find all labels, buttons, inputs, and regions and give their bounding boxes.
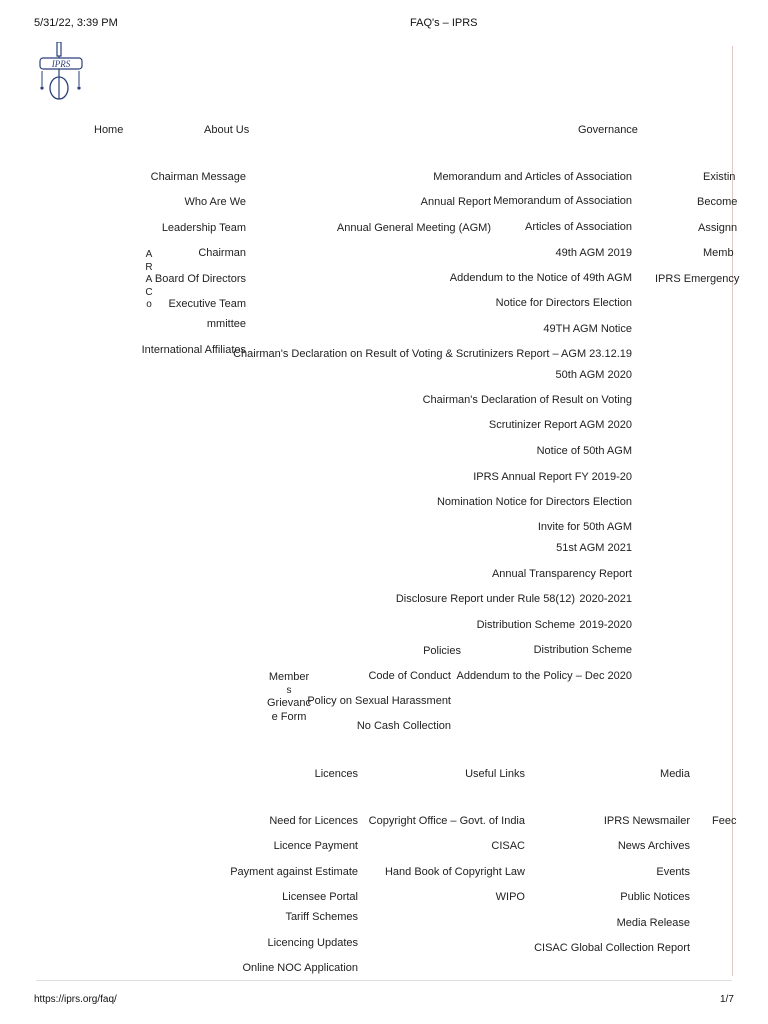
policy-code-of-conduct[interactable]: Code of Conduct: [368, 670, 451, 682]
gov-annual-report-fy2019-20[interactable]: IPRS Annual Report FY 2019-20: [473, 471, 632, 483]
print-datetime: 5/31/22, 3:39 PM: [34, 17, 118, 29]
about-item-chairman-message[interactable]: Chairman Message: [150, 171, 246, 183]
page-right-border: [732, 46, 733, 976]
gov-memorandum[interactable]: Memorandum of Association: [493, 195, 632, 207]
policy-no-cash-collection[interactable]: No Cash Collection: [356, 720, 451, 732]
nav-about-us[interactable]: About Us: [204, 124, 250, 136]
nav-media[interactable]: Media: [660, 768, 690, 780]
media-cisac-report[interactable]: CISAC Global Collection Report: [534, 942, 690, 954]
gov-distribution-scheme[interactable]: Distribution Scheme: [533, 644, 632, 656]
right-become[interactable]: Become: [697, 196, 738, 208]
gov-nomination-notice[interactable]: Nomination Notice for Directors Election: [436, 496, 632, 508]
link-wipo[interactable]: WIPO: [495, 891, 525, 903]
iprs-logo[interactable]: [36, 42, 86, 102]
media-newsmailer[interactable]: IPRS Newsmailer: [603, 815, 690, 827]
gov-moa-aoa[interactable]: Memorandum and Articles of Association: [433, 171, 632, 183]
policy-sexual-harassment[interactable]: Policy on Sexual Harassment: [307, 695, 451, 707]
licences-need[interactable]: Need for Licences: [269, 815, 358, 827]
gov-addendum-49th[interactable]: Addendum to the Notice of 49th AGM: [449, 272, 632, 284]
media-public-notices[interactable]: Public Notices: [620, 891, 690, 903]
licences-online-noc[interactable]: Online NOC Application: [242, 962, 358, 974]
media-events[interactable]: Events: [656, 866, 690, 878]
gov-agm[interactable]: Annual General Meeting (AGM): [336, 222, 491, 234]
licences-updates[interactable]: Licencing Updates: [267, 937, 358, 949]
media-news-archives[interactable]: News Archives: [617, 840, 690, 852]
print-url: https://iprs.org/faq/: [34, 994, 117, 1005]
gov-chairman-declaration-2019[interactable]: Chairman's Declaration on Result of Voting & Scrutinizers Report – AGM 23.12.19: [233, 348, 632, 360]
nav-useful-links[interactable]: Useful Links: [465, 768, 525, 780]
gov-49th-agm-2019[interactable]: 49th AGM 2019: [555, 247, 632, 259]
link-copyright-office[interactable]: Copyright Office – Govt. of India: [368, 815, 525, 827]
gov-annual-report[interactable]: Annual Report: [420, 196, 491, 208]
gov-scrutinizer-report-2020[interactable]: Scrutinizer Report AGM 2020: [488, 419, 632, 431]
right-existing[interactable]: Existin: [703, 171, 736, 183]
right-assignment[interactable]: Assignn: [698, 222, 738, 234]
licences-licensee-portal[interactable]: Licensee Portal: [282, 891, 358, 903]
licences-payment-estimate[interactable]: Payment against Estimate: [230, 866, 358, 878]
gov-disclosure-2020-2021[interactable]: 2020-2021: [579, 593, 632, 605]
about-item-committee[interactable]: mmittee: [206, 318, 246, 330]
right-member[interactable]: Memb: [703, 247, 734, 259]
logo-text: IPRS: [51, 59, 71, 69]
gov-disclosure-report[interactable]: Disclosure Report under Rule 58(12): [395, 593, 575, 605]
print-page-title: FAQ's – IPRS: [410, 17, 478, 29]
about-item-who-are-we[interactable]: Who Are We: [184, 196, 246, 208]
gov-notice-directors-election[interactable]: Notice for Directors Election: [495, 297, 632, 309]
feedback-partial[interactable]: Feec: [712, 815, 737, 827]
gov-chairman-declaration-2020[interactable]: Chairman's Declaration of Result on Voting: [422, 394, 632, 406]
page-bottom-border: [36, 980, 732, 981]
licences-tariff-schemes[interactable]: Tariff Schemes: [285, 911, 358, 923]
vertical-letters: A R A C o: [145, 249, 153, 310]
gov-invite-50th-agm[interactable]: Invite for 50th AGM: [537, 521, 632, 533]
gov-49th-agm-notice[interactable]: 49TH AGM Notice: [543, 323, 632, 335]
gov-distribution-2019-2020[interactable]: 2019-2020: [579, 619, 632, 631]
gov-annual-transparency-report[interactable]: Annual Transparency Report: [491, 568, 632, 580]
nav-governance[interactable]: Governance: [578, 124, 638, 136]
media-release[interactable]: Media Release: [616, 917, 690, 929]
about-item-board-of-directors[interactable]: Board Of Directors: [154, 273, 246, 285]
nav-home[interactable]: Home: [94, 124, 124, 136]
gov-policies[interactable]: Policies: [423, 645, 461, 657]
about-item-leadership-team[interactable]: Leadership Team: [161, 222, 246, 234]
gov-51st-agm-2021[interactable]: 51st AGM 2021: [556, 542, 632, 554]
licences-payment[interactable]: Licence Payment: [273, 840, 358, 852]
gov-addendum-policy-dec-2020[interactable]: Addendum to the Policy – Dec 2020: [456, 670, 632, 682]
members-grievance-form[interactable]: Member s Grievanc e Form: [266, 671, 312, 723]
right-iprs-emergency[interactable]: IPRS Emergency: [655, 273, 740, 285]
print-page-number: 1/7: [720, 994, 734, 1005]
gov-articles[interactable]: Articles of Association: [525, 221, 632, 233]
gov-50th-agm-2020[interactable]: 50th AGM 2020: [555, 369, 632, 381]
nav-licences[interactable]: Licences: [314, 768, 358, 780]
link-handbook-copyright[interactable]: Hand Book of Copyright Law: [384, 866, 525, 878]
about-item-international-affiliates[interactable]: International Affiliates: [141, 344, 246, 356]
about-item-executive-team[interactable]: Executive Team: [168, 298, 246, 310]
link-cisac[interactable]: CISAC: [491, 840, 525, 852]
about-item-chairman[interactable]: Chairman: [198, 247, 246, 259]
gov-distribution-scheme-label[interactable]: Distribution Scheme: [476, 619, 575, 631]
gov-notice-50th-agm[interactable]: Notice of 50th AGM: [536, 445, 632, 457]
